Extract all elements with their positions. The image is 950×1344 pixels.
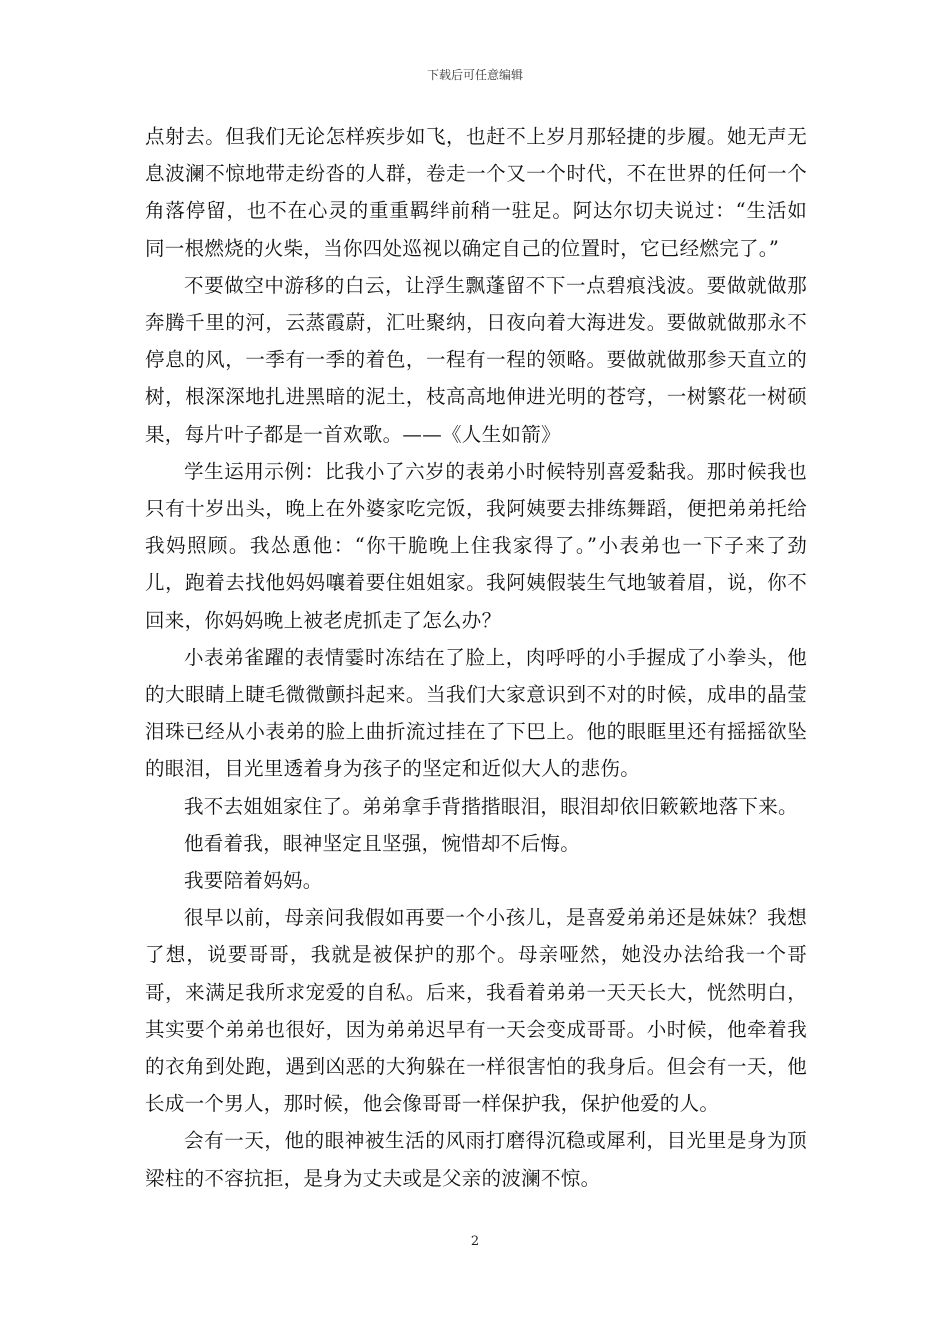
paragraph-5: 我不去姐姐家住了。弟弟拿手背揩揩眼泪，眼泪却依旧簌簌地落下来。: [184, 794, 798, 818]
paragraph-4: 小表弟雀躍的表情霎时冻结在了脸上，肉呼呼的小手握成了小拳头，他的大眼睛上睫毛微微颤抖起来。当我们大家意识到不对的时候，成串的晶莹泪珠已经从小表弟的脸上曲折流过挂在了下巴上。他的眼眶里还有摇摇欲坠的眼泪，目光里透着身为孩子的坚定和近似大人的悲伤。: [145, 645, 807, 781]
paragraph-3: 学生运用示例：比我小了六岁的表弟小时候特别喜爱黏我。那时候我也只有十岁出头，晚上在外婆家吃完饭，我阿姨要去排练舞蹈，便把弟弟托给我妈照顾。我怂恿他：“你干脆晚上住我家得了。”小表弟也一下子来了劲儿，跑着去找他妈妈嚷着要住姐姐家。我阿姨假装生气地皱着眉，说，你不回来，你妈妈晚上被老虎抓走了怎么办？: [145, 459, 807, 632]
paragraph-7: 我要陪着妈妈。: [184, 869, 323, 893]
paragraph-9: 会有一天，他的眼神被生活的风雨打磨得沉稳或犀利，目光里是身为顶梁柱的不容抗拒，是身为丈夫或是父亲的波澜不惊。: [145, 1129, 807, 1190]
paragraph-6: 他看着我，眼神坚定且坚强，惋惜却不后悔。: [184, 831, 581, 855]
paragraph-1: 点射去。但我们无论怎样疾步如飞，也赶不上岁月那轻捷的步履。她无声无息波澜不惊地带走纷沓的人群，卷走一个又一个时代，不在世界的任何一个角落停留，也不在心灵的重重羁绊前稍一驻足。阿达尔切夫说过：“生活如同一根燃烧的火柴，当你四处巡视以确定自己的位置时，它已经燃完了。”: [145, 125, 807, 260]
document-body: [145, 118, 807, 1197]
page-header: 下载后可任意编辑: [426, 68, 523, 82]
paragraph-2: 不要做空中游移的白云，让浮生飘蓬留不下一点碧痕浅波。要做就做那奔腾千里的河，云蒸霞蔚，汇吐聚纳，日夜向着大海进发。要做就做那永不停息的风，一季有一季的着色，一程有一程的领略。要做就做那参天直立的树，根深深地扎进黑暗的泥土，枝高高地伸进光明的苍穹，一树繁花一树硕果，每片叶子都是一首欢歌。——《人生如箭》: [145, 273, 807, 446]
page-number: 2: [470, 1234, 480, 1249]
paragraph-8: 很早以前，母亲问我假如再要一个小孩儿，是喜爱弟弟还是妹妹？我想了想，说要哥哥，我就是被保护的那个。母亲哑然，她没办法给我一个哥哥，来满足我所求宠爱的自私。后来，我看着弟弟一天天长大，恍然明白，其实要个弟弟也很好，因为弟弟迟早有一天会变成哥哥。小时候，他牵着我的衣角到处跑，遇到凶恶的大狗躲在一样很害怕的我身后。但会有一天，他长成一个男人，那时候，他会像哥哥一样保护我，保护他爱的人。: [145, 906, 807, 1116]
